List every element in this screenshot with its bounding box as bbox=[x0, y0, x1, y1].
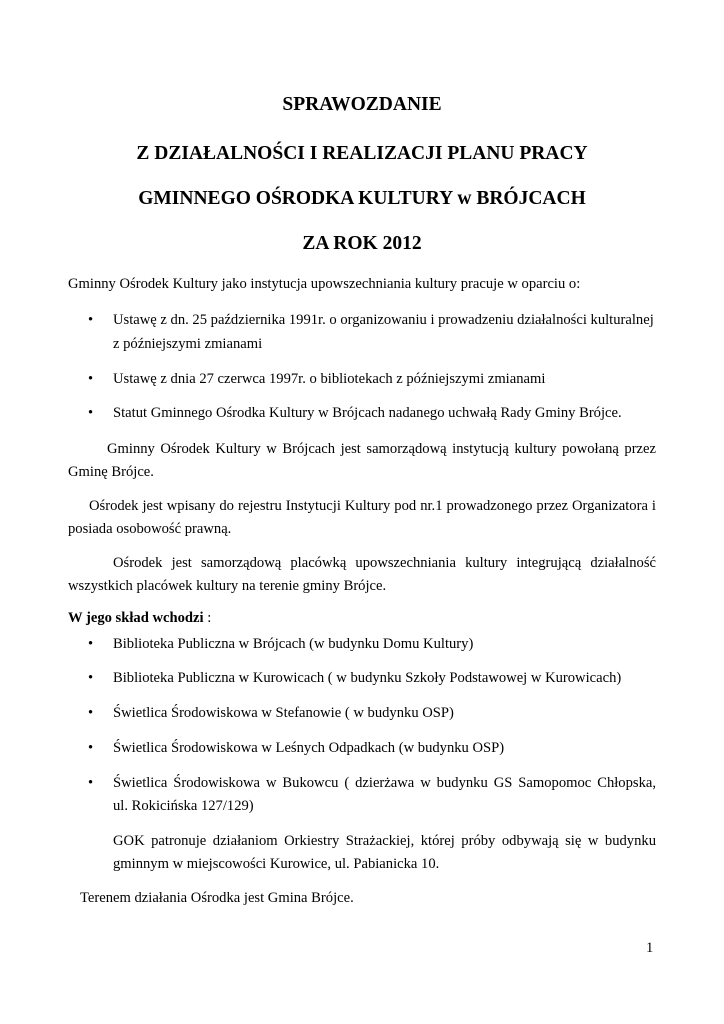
page-number: 1 bbox=[646, 940, 654, 956]
composition-item-2: Biblioteka Publiczna w Kurowicach ( w budynku Szkoły Podstawowej w Kurowicach) bbox=[113, 670, 622, 686]
legal-basis-item-3: Statut Gminnego Ośrodka Kultury w Brójcach nadanego uchwałą Rady Gminy Brójce. bbox=[113, 405, 622, 421]
legal-basis-item-2: Ustawę z dnia 27 czerwca 1997r. o bibliotekach z późniejszymi zmianami bbox=[113, 371, 546, 387]
title-line-2: Z DZIAŁALNOŚCI I REALIZACJI PLANU PRACY bbox=[136, 143, 588, 164]
paragraph-1-line-1: Gminny Ośrodek Kultury w Brójcach jest samorządową instytucją kultury powołaną przez bbox=[107, 441, 656, 457]
paragraph-3-line-1: Ośrodek jest samorządową placówką upowszechniania kultury integrującą działalność bbox=[113, 555, 656, 571]
title-line-3: GMINNEGO OŚRODKA KULTURY w BRÓJCACH bbox=[138, 188, 586, 209]
paragraph-2-line-1: Ośrodek jest wpisany do rejestru Instytucji Kultury pod nr.1 prowadzonego przez Organizatora i bbox=[89, 498, 656, 514]
bullet-icon: • bbox=[88, 371, 94, 387]
composition-item-4: Świetlica Środowiskowa w Leśnych Odpadkach (w budynku OSP) bbox=[113, 740, 505, 756]
title-line-1: SPRAWOZDANIE bbox=[282, 94, 442, 115]
intro-text: Gminny Ośrodek Kultury jako instytucja upowszechniania kultury pracuje w oparciu o: bbox=[68, 276, 581, 292]
orchestra-line-2: gminnym w miejscowości Kurowice, ul. Pabianicka 10. bbox=[113, 856, 440, 872]
paragraph-2-line-2: posiada osobowość prawną. bbox=[68, 521, 232, 537]
bullet-icon: • bbox=[88, 405, 94, 421]
composition-item-1: Biblioteka Publiczna w Brójcach (w budynku Domu Kultury) bbox=[113, 636, 474, 652]
bullet-icon: • bbox=[88, 636, 94, 652]
bullet-icon: • bbox=[88, 670, 94, 686]
composition-item-5-line-2: ul. Rokicińska 127/129) bbox=[113, 798, 254, 814]
composition-heading bbox=[68, 609, 211, 627]
bullet-icon: • bbox=[88, 740, 94, 756]
paragraph-1-line-2: Gminę Brójce. bbox=[68, 464, 154, 480]
closing-text: Terenem działania Ośrodka jest Gmina Brójce. bbox=[80, 890, 354, 906]
legal-basis-item-1-line-2: z późniejszymi zmianami bbox=[113, 336, 263, 352]
title-line-4: ZA ROK 2012 bbox=[302, 233, 422, 254]
composition-item-5-line-1: Świetlica Środowiskowa w Bukowcu ( dzierżawa w budynku GS Samopomoc Chłopska, bbox=[113, 775, 656, 791]
composition-heading-bold: W jego skład wchodzi bbox=[68, 610, 204, 626]
bullet-icon: • bbox=[88, 705, 94, 721]
composition-heading-suffix: : bbox=[203, 610, 212, 626]
legal-basis-item-1-line-1: Ustawę z dn. 25 października 1991r. o organizowaniu i prowadzeniu działalności kulturalnej bbox=[113, 312, 654, 328]
paragraph-3-line-2: wszystkich placówek kultury na terenie gminy Brójce. bbox=[68, 578, 387, 594]
orchestra-line-1: GOK patronuje działaniom Orkiestry Strażackiej, której próby odbywają się w budynku bbox=[113, 833, 656, 849]
bullet-icon: • bbox=[88, 312, 94, 328]
bullet-icon: • bbox=[88, 775, 94, 791]
composition-item-3: Świetlica Środowiskowa w Stefanowie ( w budynku OSP) bbox=[113, 705, 454, 721]
